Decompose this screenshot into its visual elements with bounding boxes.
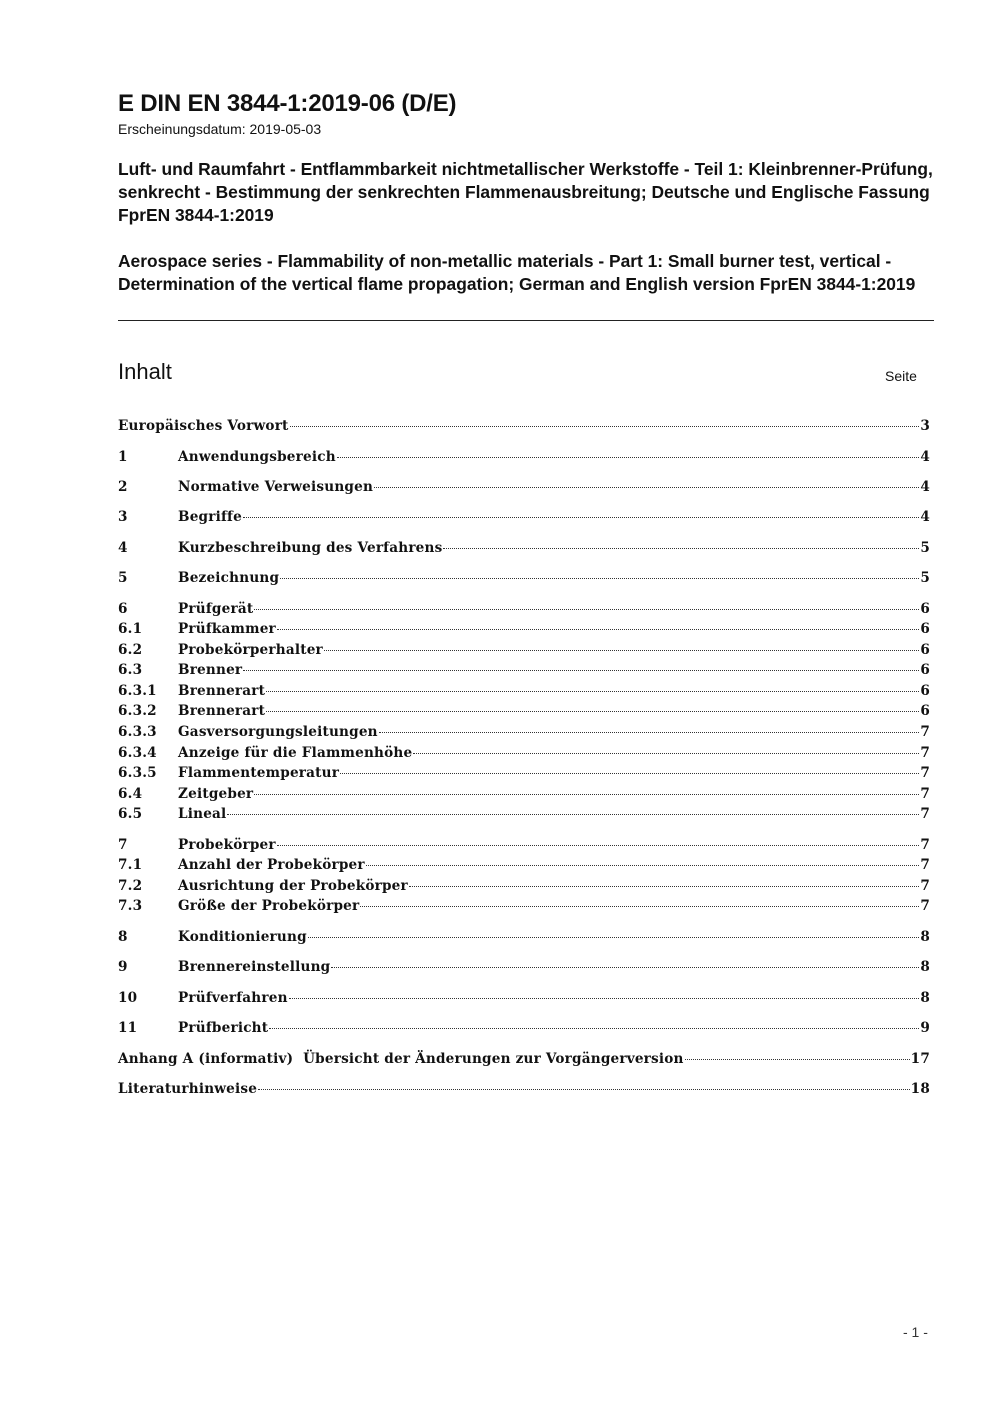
toc-heading: Inhalt: [118, 359, 172, 384]
toc-entry-title: Normative Verweisungen: [178, 479, 374, 495]
toc-entry-title: Kurzbeschreibung des Verfahrens: [178, 540, 443, 556]
toc-dot-leader: [308, 936, 920, 938]
toc-entry[interactable]: [118, 449, 930, 469]
toc-entry-number: 8: [118, 929, 128, 945]
toc-entry-title: Probekörper: [178, 837, 276, 853]
toc-dot-leader: [366, 864, 920, 866]
toc-entry[interactable]: [118, 929, 930, 949]
toc-entry-page: 4: [920, 449, 930, 465]
toc-entry[interactable]: [118, 540, 930, 560]
toc-entry-page: 7: [920, 745, 930, 761]
toc-entry-number: 6.5: [118, 806, 143, 822]
title-german: Luft- und Raumfahrt - Entflammbarkeit nichtmetallischer Werkstoffe - Teil 1: Kleinbrenner-Prüfung, senkrecht - Bestimmung der senkrechten Flammenausbreitung; Deutsche und Englische Fassung FprEN 3844-1:2019: [118, 159, 933, 225]
toc-entry-page: 4: [920, 509, 930, 525]
toc-entry-page: 9: [920, 1020, 930, 1036]
toc-entry-number: 5: [118, 570, 128, 586]
toc-entry-page: 8: [920, 990, 930, 1006]
toc-entry-number: 6.3.5: [118, 765, 157, 781]
toc-entry-page: 8: [920, 959, 930, 975]
toc-entry[interactable]: [118, 1020, 930, 1040]
toc-entry-title: Ausrichtung der Probekörper: [178, 878, 408, 894]
toc-entry-number: 9: [118, 959, 128, 975]
toc-entry-number: 11: [118, 1020, 138, 1036]
toc-entry-number: 6.1: [118, 621, 143, 637]
toc-dot-leader: [413, 752, 919, 754]
toc-dot-leader: [374, 486, 919, 488]
toc-dot-leader: [443, 547, 919, 549]
toc-entry-page: 6: [920, 683, 930, 699]
toc-entry-title: Europäisches Vorwort: [118, 418, 289, 434]
toc-dot-leader: [379, 731, 920, 733]
toc-entry[interactable]: [118, 621, 930, 641]
toc-entry-number: 4: [118, 540, 128, 556]
toc-entry-page: 7: [920, 898, 930, 914]
toc-entry-title: Brennerart: [178, 703, 266, 719]
title-divider: [118, 320, 934, 321]
toc-dot-leader: [289, 997, 920, 999]
toc-entry-title: Brennereinstellung: [178, 959, 331, 975]
toc-entry-title: Konditionierung: [178, 929, 307, 945]
toc-entry[interactable]: [118, 857, 930, 877]
toc-entry-page: 7: [920, 806, 930, 822]
toc-entry[interactable]: [118, 509, 930, 529]
toc-entry[interactable]: [118, 642, 930, 662]
toc-entry-page: 6: [920, 621, 930, 637]
toc-page-column-label: Seite: [885, 368, 917, 384]
toc-entry-title: Prüfkammer: [178, 621, 276, 637]
toc-entry[interactable]: [118, 418, 930, 438]
toc-entry-page: 7: [920, 786, 930, 802]
toc-entry-title: Gasversorgungsleitungen: [178, 724, 378, 740]
toc-entry-title: Literaturhinweise: [118, 1081, 258, 1097]
toc-dot-leader: [409, 885, 919, 887]
toc-entry[interactable]: [118, 990, 930, 1010]
toc-entry-page: 7: [920, 878, 930, 894]
toc-entry[interactable]: [118, 1081, 930, 1101]
toc-dot-leader: [266, 710, 919, 712]
toc-entry-number: 7.1: [118, 857, 143, 873]
toc-entry-page: 7: [920, 724, 930, 740]
toc-entry-title: Zeitgeber: [178, 786, 254, 802]
toc-entry-title: Bezeichnung: [178, 570, 280, 586]
title-english: Aerospace series - Flammability of non-metallic materials - Part 1: Small burner test, vertical - Determination of the vertical flame propagation; German and English version FprEN 3844-1:2019: [118, 251, 916, 294]
toc-entry-title: Prüfverfahren: [178, 990, 288, 1006]
toc-entry-page: 7: [920, 765, 930, 781]
page-number: - 1 -: [903, 1324, 928, 1340]
toc-entry-title: Anwendungsbereich: [178, 449, 336, 465]
toc-entry-title: Lineal: [178, 806, 227, 822]
toc-entry-number: 3: [118, 509, 128, 525]
toc-entry-number: 7.3: [118, 898, 143, 914]
toc-entry-number: 6.3.4: [118, 745, 157, 761]
toc-dot-leader: [277, 844, 920, 846]
toc-entry[interactable]: [118, 837, 930, 857]
toc-entry[interactable]: [118, 959, 930, 979]
toc-dot-leader: [254, 608, 919, 610]
toc-entry[interactable]: [118, 786, 930, 806]
toc-entry-title: Brenner: [178, 662, 243, 678]
toc-entry-title: Begriffe: [178, 509, 242, 525]
toc-entry-number: 6: [118, 601, 128, 617]
toc-entry-page: 8: [920, 929, 930, 945]
toc-entry-page: 5: [920, 540, 930, 556]
toc-entry-page: 7: [920, 857, 930, 873]
toc-entry-title: Probekörperhalter: [178, 642, 323, 658]
toc-entry[interactable]: [118, 479, 930, 499]
toc-entry-title: Prüfbericht: [178, 1020, 269, 1036]
toc-dot-leader: [254, 793, 919, 795]
toc-dot-leader: [258, 1088, 910, 1090]
toc-entry-number: 6.3: [118, 662, 143, 678]
toc-entry-page: 6: [920, 703, 930, 719]
toc-dot-leader: [337, 456, 920, 458]
toc-dot-leader: [340, 772, 919, 774]
toc-entry[interactable]: [118, 601, 930, 621]
toc-dot-leader: [266, 690, 919, 692]
toc-entry-page: 6: [920, 601, 930, 617]
toc-entry[interactable]: [118, 806, 930, 826]
toc-entry-title: Anzeige für die Flammenhöhe: [178, 745, 413, 761]
toc-entry[interactable]: [118, 724, 930, 744]
toc-entry[interactable]: [118, 703, 930, 723]
toc-entry-title: Brennerart: [178, 683, 266, 699]
toc-entry-number: 10: [118, 990, 138, 1006]
toc-entry-number: 6.3.3: [118, 724, 157, 740]
toc-entry-number: 6.2: [118, 642, 143, 658]
toc-dot-leader: [269, 1027, 919, 1029]
toc-dot-leader: [243, 669, 919, 671]
toc-dot-leader: [290, 425, 920, 427]
toc-entry-page: 3: [920, 418, 930, 434]
toc-dot-leader: [360, 905, 919, 907]
toc-dot-leader: [685, 1058, 910, 1060]
toc-entry-number: 7.2: [118, 878, 143, 894]
toc-entry[interactable]: [118, 878, 930, 898]
toc-entry-title: Anzahl der Probekörper: [178, 857, 365, 873]
publication-date: Erscheinungsdatum: 2019-05-03: [118, 121, 322, 137]
toc-dot-leader: [277, 628, 919, 630]
toc-entry-number: 7: [118, 837, 128, 853]
toc-entry[interactable]: [118, 683, 930, 703]
toc-dot-leader: [280, 577, 919, 579]
toc-entry-number: 1: [118, 449, 128, 465]
toc-entry-number: 6.3.2: [118, 703, 157, 719]
toc-entry[interactable]: [118, 745, 930, 765]
toc-entry[interactable]: [118, 898, 930, 918]
toc-entry-page: 18: [910, 1081, 930, 1097]
toc-entry[interactable]: [118, 765, 930, 785]
toc-entry-page: 6: [920, 642, 930, 658]
toc-entry-page: 4: [920, 479, 930, 495]
toc-entry-page: 6: [920, 662, 930, 678]
toc-entry-title: Größe der Probekörper: [178, 898, 360, 914]
toc-entry-title: Prüfgerät: [178, 601, 254, 617]
toc-entry-number: 6.3.1: [118, 683, 157, 699]
document-id: E DIN EN 3844-1:2019-06 (D/E): [118, 90, 457, 117]
toc-entry-title: Anhang A (informativ) Übersicht der Änderungen zur Vorgängerversion: [118, 1051, 684, 1067]
toc-entry[interactable]: [118, 1051, 930, 1071]
toc-dot-leader: [243, 516, 919, 518]
toc-dot-leader: [324, 649, 919, 651]
toc-dot-leader: [227, 813, 919, 815]
toc-entry[interactable]: [118, 662, 930, 682]
toc-entry-page: 7: [920, 837, 930, 853]
toc-entry-page: 5: [920, 570, 930, 586]
toc-dot-leader: [331, 966, 919, 968]
toc-entry-page: 17: [910, 1051, 930, 1067]
toc-entry-title: Flammentemperatur: [178, 765, 340, 781]
toc-entry-number: 2: [118, 479, 128, 495]
toc-entry-number: 6.4: [118, 786, 143, 802]
toc-entry[interactable]: [118, 570, 930, 590]
